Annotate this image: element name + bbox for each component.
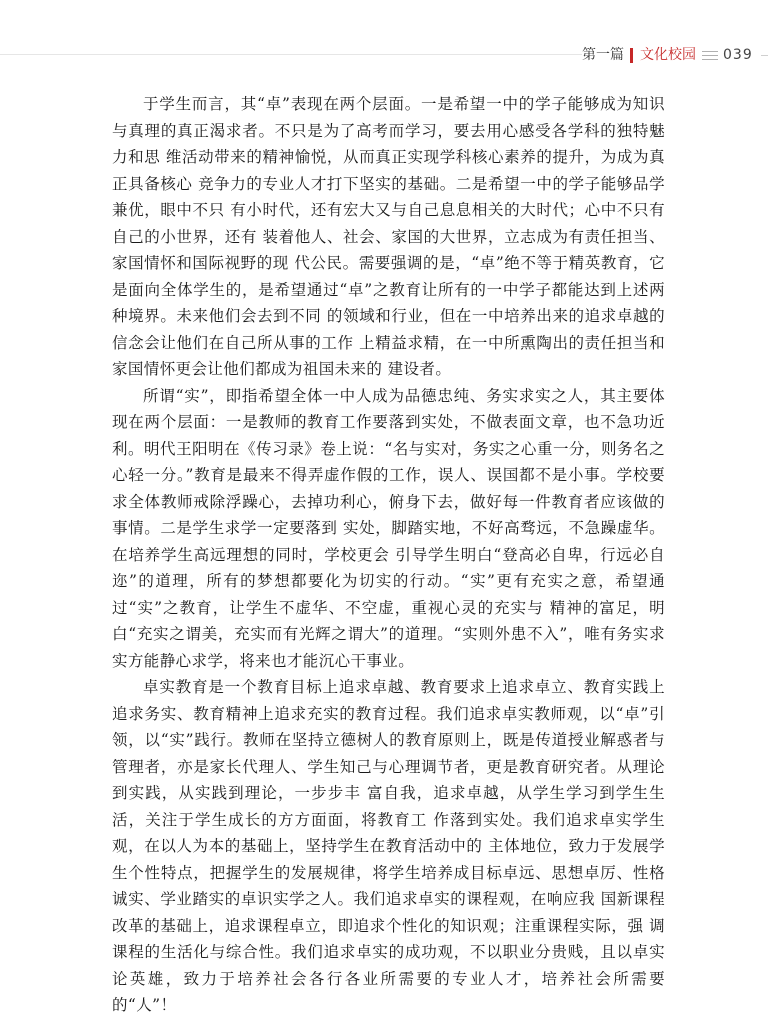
- chapter-label: 第一篇: [582, 47, 624, 63]
- header-tail-line: [761, 55, 768, 56]
- red-bar-separator: [630, 48, 633, 63]
- page-number: 039: [723, 47, 753, 63]
- header-label-group: [582, 46, 768, 64]
- triple-line-ornament: [702, 51, 718, 60]
- running-header: [0, 44, 768, 74]
- paragraph-practicality: 所谓“实”，即指希望全体一中人成为品德忠纯、务实求实之人，其主要体现在两个层面：一是教师的教育工作要落到实处，不做表面文章，也不急功近利。明代王阳明在《传习录》卷上说：“名与实对，务实之心重一分，则务名之心轻一分。”教育是最来不得弄虚作假的工作，误人、误国都不是小事。学校要求全体教师戒除浮躁心，去掉功利心，俯身下去，做好每一件教育者应该做的事情。二是学生求学一定要落到 实处，脚踏实地，不好高骛远，不急躁虚华。在培养学生高远理想的同时，学校更会 引导学生明白“登高必自卑，行远必自迩”的道理，所有的梦想都要化为切实的行动。“实”更有充实之意，希望通过“实”之教育，让学生不虚华、不空虚，重视心灵的充实与 精神的富足，明白“充实之谓美，充实而有光辉之谓大”的道理。“实则外患不入”，唯有务实求实方能静心求学，将来也才能沉心干事业。: [112, 386, 665, 670]
- body-text: [112, 91, 665, 1019]
- header-divider-line: [0, 54, 582, 55]
- paragraph-zhuoshi-education: 卓实教育是一个教育目标上追求卓越、教育要求上追求卓立、教育实践上追求务实、教育精神上追求充实的教育过程。我们追求卓实教师观，以“卓”引领，以“实”践行。教师在坚持立德树人的教育原则上，既是传道授业解惑者与管理者，亦是家长代理人、学生知己与心理调节者，更是教育研究者。从理论到实践，从实践到理论，一步步丰 富自我，追求卓越，从学生学习到学生生活，关注于学生成长的方方面面，将教育工 作落到实处。我们追求卓实学生观，在以人为本的基础上，坚持学生在教育活动中的 主体地位，致力于发展学生个性特点，把握学生的发展规律，将学生培养成目标卓远、思想卓厉、性格诚实、学业踏实的卓识实学之人。我们追求卓实的课程观，在响应我 国新课程改革的基础上，追求课程卓立，即追求个性化的知识观；注重课程实际，强 调课程的生活化与综合性。我们追求卓实的成功观，不以职业分贵贱，且以卓实论英雄，致力于培养社会各行各业所需要的专业人才，培养社会所需要的“人”！: [112, 678, 665, 1014]
- section-label: 文化校园: [640, 47, 696, 63]
- paragraph-student-excellence: 于学生而言，其“卓”表现在两个层面。一是希望一中的学子能够成为知识与真理的真正渴求者。不只是为了高考而学习，要去用心感受各学科的独特魅力和思 维活动带来的精神愉悦，从而真正实现学科核心素养的提升，为成为真正具备核心 竞争力的专业人才打下坚实的基础。二是希望一中的学子能够品学兼优，眼中不只 有小时代，还有宏大又与自己息息相关的大时代；心中不只有自己的小世界，还有 装着他人、社会、家国的大世界，立志成为有责任担当、家国情怀和国际视野的现 代公民。需要强调的是，“卓”绝不等于精英教育，它是面向全体学生的，是希望通过“卓”之教育让所有的一中学子都能达到上述两种境界。未来他们会去到不同 的领域和行业，但在一中培养出来的追求卓越的信念会让他们在自己所从事的工作 上精益求精，在一中所熏陶出的责任担当和家国情怀更会让他们都成为祖国未来的 建设者。: [112, 95, 665, 378]
